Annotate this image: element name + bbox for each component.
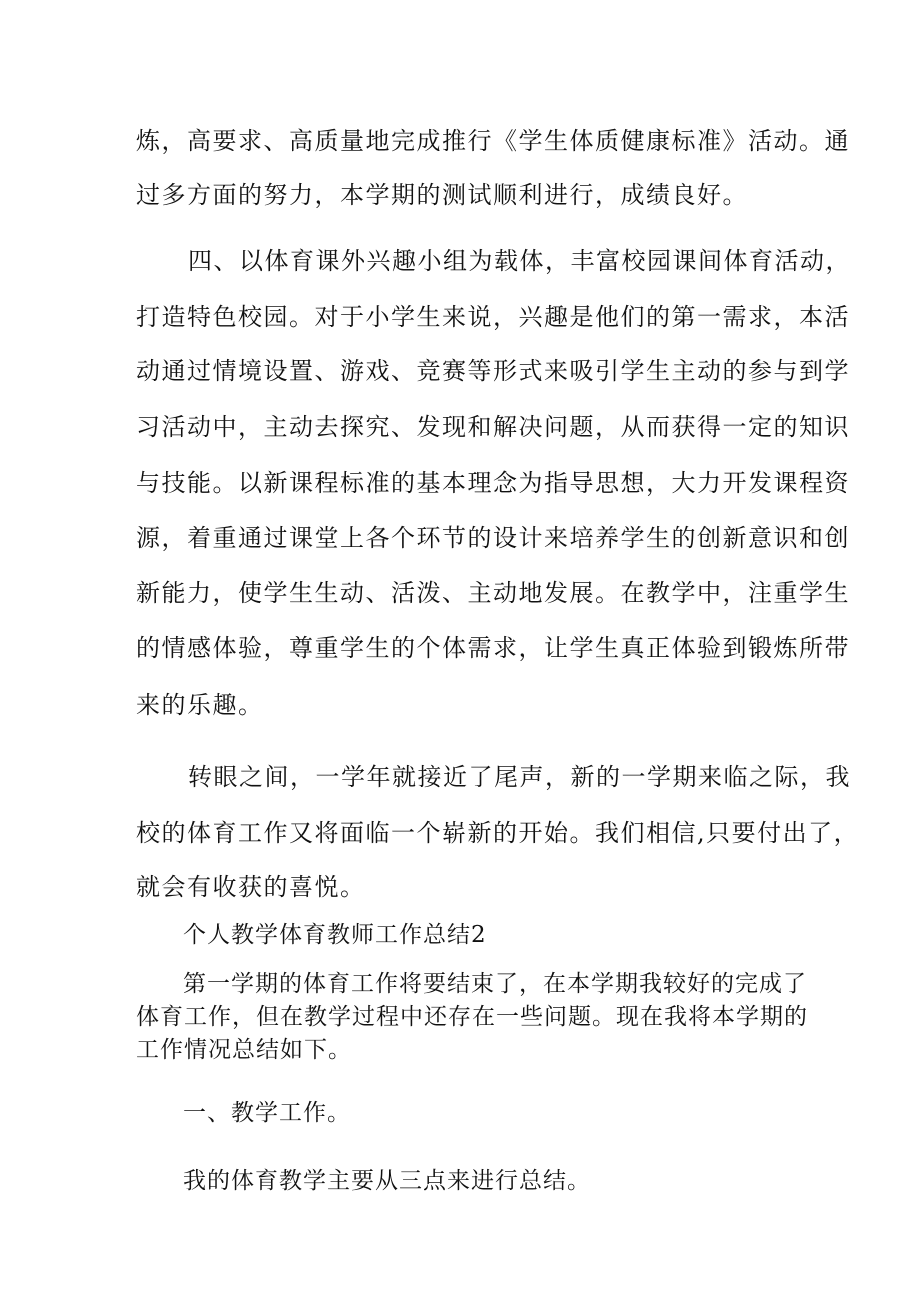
text-line: 校的体育工作又将面临一个崭新的开始。我们相信,只要付出了，	[136, 819, 860, 847]
heading-teaching-work: 一、教学工作。	[183, 1100, 351, 1126]
text-line: 体育工作，但在教学过程中还存在一些问题。现在我将本学期的	[136, 1004, 808, 1030]
text-line: 与技能。以新课程标准的基本理念为指导思想，大力开发课程资	[136, 469, 850, 497]
text-line: 打造特色校园。对于小学生来说，兴趣是他们的第一需求，本活	[136, 303, 850, 331]
text-line: 就会有收获的喜悦。	[136, 873, 366, 901]
text-line: 过多方面的努力，本学期的测试顺利进行，成绩良好。	[136, 181, 748, 209]
section-title: 个人教学体育教师工作总结2	[183, 922, 487, 948]
text-line: 转眼之间，一学年就接近了尾声，新的一学期来临之际，我	[188, 763, 851, 791]
text-line: 新能力，使学生生动、活泼、主动地发展。在教学中，注重学生	[136, 579, 850, 607]
text-line: 的情感体验，尊重学生的个体需求，让学生真正体验到锻炼所带	[136, 634, 850, 662]
text-line: 四、以体育课外兴趣小组为载体，丰富校园课间体育活动，	[188, 247, 851, 275]
text-line: 工作情况总结如下。	[136, 1037, 352, 1063]
text-line: 源，着重通过课堂上各个环节的设计来培养学生的创新意识和创	[136, 524, 850, 552]
text-line: 炼，高要求、高质量地完成推行《学生体质健康标准》活动。通	[136, 127, 850, 155]
text-line: 第一学期的体育工作将要结束了，在本学期我较好的完成了	[183, 971, 807, 997]
text-line: 习活动中，主动去探究、发现和解决问题，从而获得一定的知识	[136, 413, 850, 441]
text-line: 动通过情境设置、游戏、竞赛等形式来吸引学生主动的参与到学	[136, 357, 850, 385]
text-line: 来的乐趣。	[136, 691, 264, 719]
paragraph-5: 我的体育教学主要从三点来进行总结。	[183, 1168, 591, 1194]
